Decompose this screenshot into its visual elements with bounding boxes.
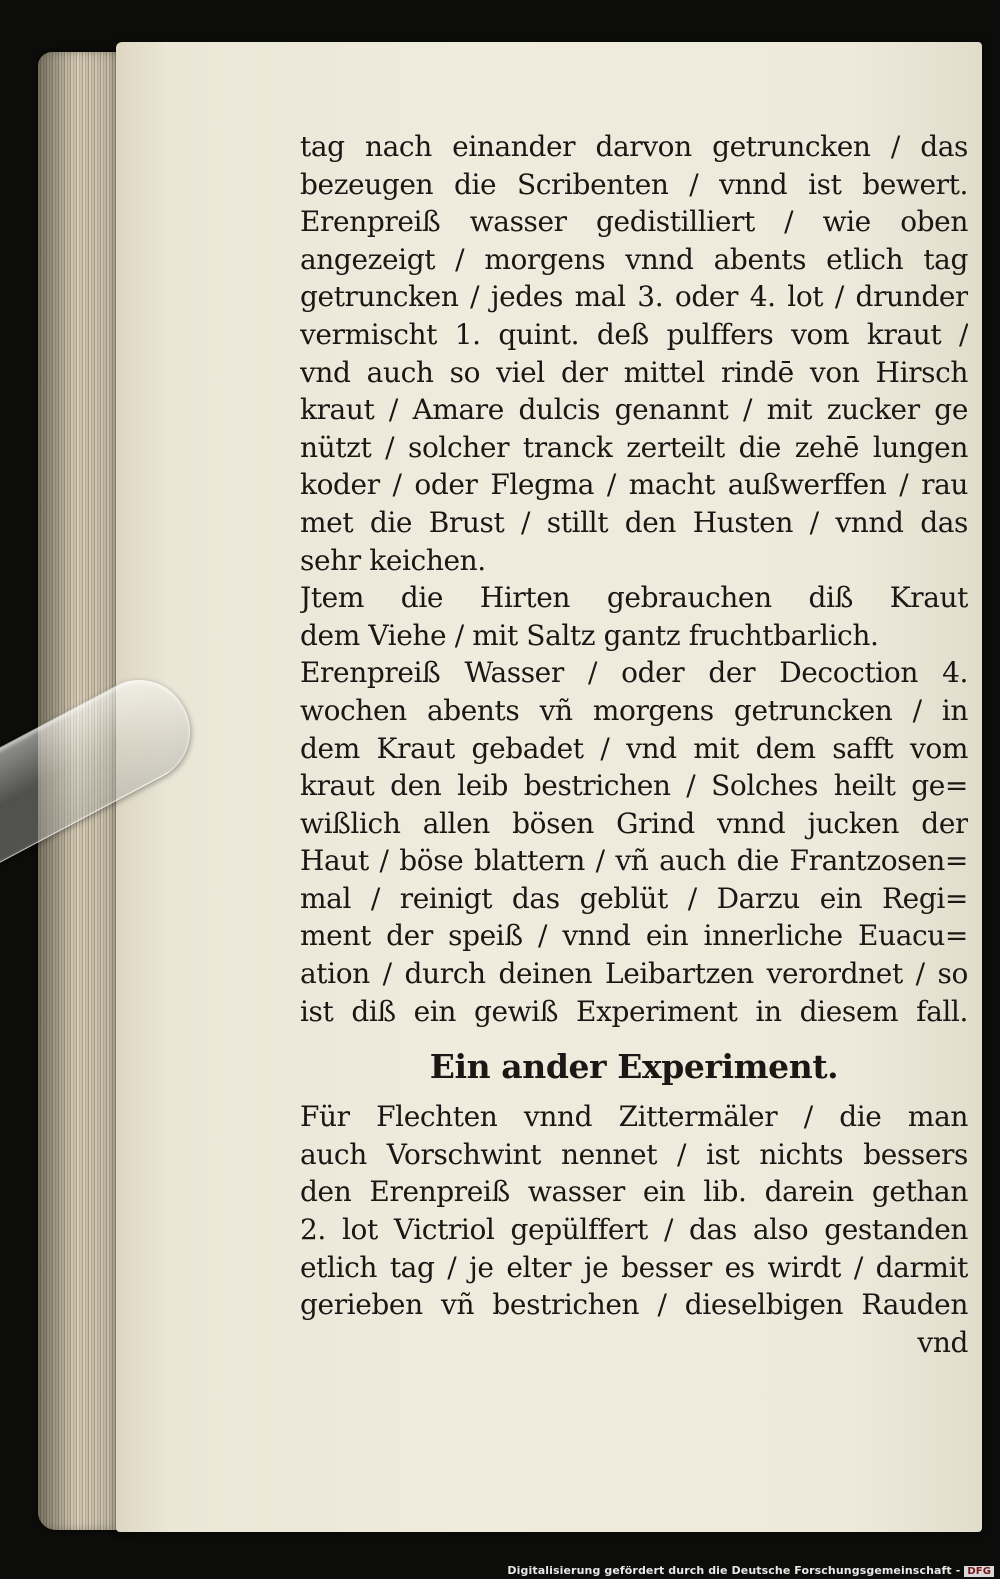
text-line: wißlich allen bösen Grind vnnd jucken der (300, 806, 968, 840)
text-line: vermischt 1. quint. deß pulffers vom kraut / (300, 317, 968, 351)
text-line: Erenpreiß Wasser / oder der Decoction 4. (300, 656, 968, 690)
dfg-logo: DFG (964, 1566, 994, 1577)
text-line: auch Vorschwint nennet / ist nichts bessers (300, 1137, 968, 1171)
text-line: ation / durch deinen Leibartzen verordnet / so (300, 957, 968, 991)
text-line: koder / oder Flegma / macht außwerffen / rau (300, 468, 968, 502)
text-line: met die Brust / stillt den Husten / vnnd das (300, 505, 968, 539)
text-line: Haut / böse blattern / vñ auch die Frantzosen= (300, 844, 968, 878)
text-line: Jtem die Hirten gebrauchen diß Kraut (300, 581, 968, 615)
text-line: ment der speiß / vnnd ein innerliche Euacu= (300, 919, 968, 953)
text-line: Für Flechten vnnd Zittermäler / die man (300, 1100, 968, 1134)
catchword: vnd (917, 1325, 968, 1359)
text-line: Erenpreiß wasser gedistilliert / wie oben (300, 205, 968, 239)
page-text-block (300, 128, 968, 1361)
digitization-credit (507, 1564, 994, 1577)
section-heading: Ein ander Experiment. (429, 1047, 839, 1087)
text-line: vnd auch so viel der mittel rindē von Hirsch (300, 355, 968, 389)
text-line: bezeugen die Scribenten / vnnd ist bewert. (300, 167, 968, 201)
text-line: angezeigt / morgens vnnd abents etlich tag (300, 242, 968, 276)
text-line: mal / reinigt das geblüt / Darzu ein Regi= (300, 881, 968, 915)
text-line: sehr keichen. (300, 543, 486, 577)
text-line: getruncken / jedes mal 3. oder 4. lot / drunder (300, 280, 968, 314)
text-line: dem Kraut gebadet / vnd mit dem safft vom (300, 731, 968, 765)
text-line: 2. lot Victriol gepülffert / das also gestanden (300, 1213, 968, 1247)
text-line: ist diß ein gewiß Experiment in diesem fall. (300, 994, 968, 1028)
credit-text: Digitalisierung gefördert durch die Deutsche Forschungsgemeinschaft - (507, 1564, 961, 1577)
text-line: etlich tag / je elter je besser es wirdt / darmit (300, 1250, 968, 1284)
text-line: dem Viehe / mit Saltz gantz fruchtbarlich. (300, 618, 879, 652)
text-line: kraut / Amare dulcis genannt / mit zucker ge (300, 393, 968, 427)
text-line: nützt / solcher tranck zerteilt die zehē lungen (300, 430, 968, 464)
text-line: gerieben vñ bestrichen / dieselbigen Rauden (300, 1288, 968, 1322)
text-line: tag nach einander darvon getruncken / das (300, 130, 968, 163)
text-line: den Erenpreiß wasser ein lib. darein gethan (300, 1175, 968, 1209)
text-line: kraut den leib bestrichen / Solches heilt ge= (300, 769, 968, 803)
text-line: wochen abents vñ morgens getruncken / in (300, 693, 968, 727)
